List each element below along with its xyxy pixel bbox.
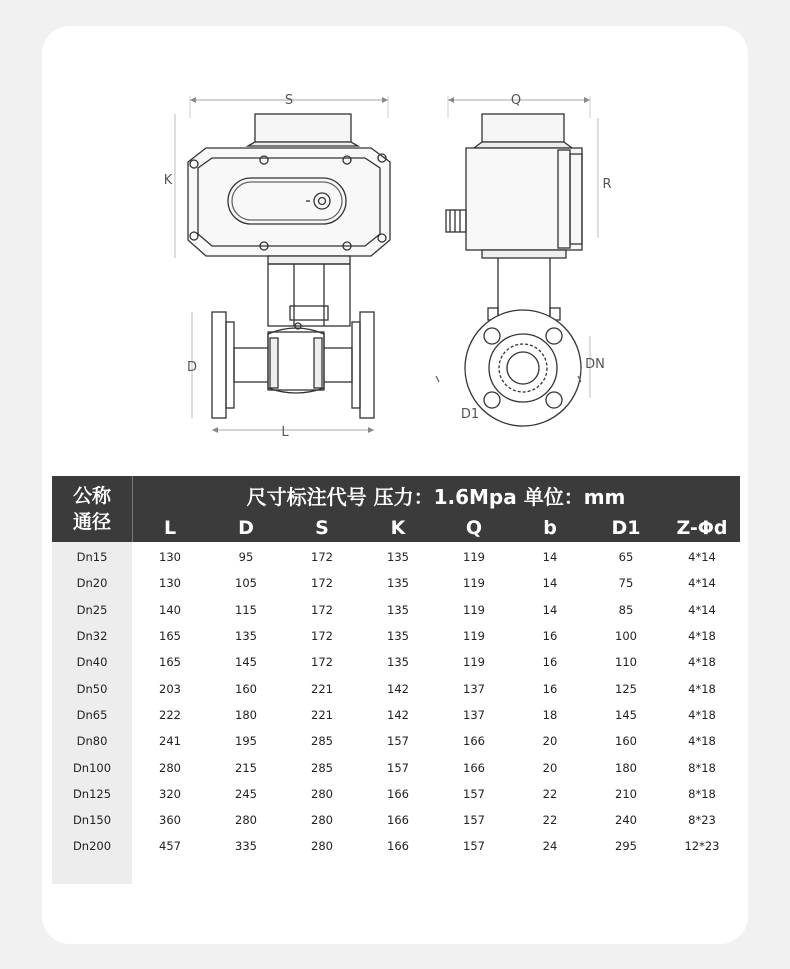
- spec-table: [52, 476, 740, 860]
- value-cell: 280: [311, 786, 333, 801]
- table-row: [52, 544, 740, 570]
- table-row: [52, 570, 740, 596]
- valve-drawing-svg: [42, 26, 748, 476]
- value-cell: 135: [387, 550, 409, 565]
- value-cell: 240: [615, 813, 637, 828]
- row-values: [132, 761, 740, 775]
- row-values: [132, 839, 740, 853]
- nominal-diameter-cell: Dn20: [76, 576, 108, 591]
- value-cell: 135: [387, 655, 409, 670]
- value-cell: 125: [615, 681, 637, 696]
- row-values: [132, 629, 740, 643]
- nominal-diameter-cell: Dn15: [76, 550, 108, 565]
- value-cell: 115: [235, 602, 257, 617]
- row-values: [132, 734, 740, 748]
- value-cell: 135: [235, 629, 257, 644]
- value-cell: 285: [311, 760, 333, 775]
- nominal-diameter-cell: Dn25: [76, 602, 108, 617]
- value-cell: 119: [463, 550, 485, 565]
- dim-label-k: K: [163, 173, 173, 188]
- dim-label-l: L: [281, 425, 289, 440]
- value-cell: 166: [463, 760, 485, 775]
- row-values: [132, 682, 740, 696]
- value-cell: 85: [618, 602, 634, 617]
- value-cell: 280: [311, 839, 333, 854]
- row-values: [132, 813, 740, 827]
- table-row: [52, 833, 740, 859]
- value-cell: 280: [311, 813, 333, 828]
- value-cell: 65: [618, 550, 634, 565]
- table-rows: [52, 544, 740, 860]
- value-cell: 119: [463, 576, 485, 591]
- value-cell: 145: [615, 707, 637, 722]
- value-cell: 130: [159, 576, 181, 591]
- value-cell: 105: [235, 576, 257, 591]
- value-cell: 166: [387, 813, 409, 828]
- value-cell: 285: [311, 734, 333, 749]
- dim-label-dn: DN: [585, 357, 605, 372]
- value-cell: 172: [311, 602, 333, 617]
- value-cell: 135: [387, 602, 409, 617]
- spec-card: [42, 26, 748, 944]
- table-row: [52, 649, 740, 675]
- table-row: [52, 597, 740, 623]
- value-cell: 157: [463, 813, 485, 828]
- value-cell: 160: [235, 681, 257, 696]
- value-cell: 95: [238, 550, 254, 565]
- value-cell: 18: [542, 707, 558, 722]
- table-row: [52, 702, 740, 728]
- value-cell: 245: [235, 786, 257, 801]
- nominal-diameter-cell: Dn200: [72, 839, 112, 854]
- column-header-d: D: [238, 517, 254, 539]
- value-cell: 140: [159, 602, 181, 617]
- value-cell: 157: [387, 760, 409, 775]
- table-body: [52, 542, 740, 860]
- value-cell: 4*18: [688, 681, 716, 696]
- side-view: [436, 96, 598, 426]
- dim-label-d1: D1: [460, 407, 480, 422]
- value-cell: 119: [463, 655, 485, 670]
- value-cell: 20: [542, 760, 558, 775]
- value-cell: 22: [542, 786, 558, 801]
- value-cell: 4*18: [688, 629, 716, 644]
- value-cell: 165: [159, 655, 181, 670]
- value-cell: 222: [159, 707, 181, 722]
- value-cell: 22: [542, 813, 558, 828]
- nominal-diameter-cell: Dn32: [76, 629, 108, 644]
- value-cell: 4*18: [688, 655, 716, 670]
- value-cell: 360: [159, 813, 181, 828]
- column-header-d1: D1: [611, 517, 641, 539]
- value-cell: 4*14: [688, 602, 716, 617]
- valve-technical-drawing: [42, 26, 748, 476]
- column-header-q: Q: [465, 517, 483, 539]
- nominal-diameter-header-line2: 通径: [72, 511, 111, 533]
- value-cell: 172: [311, 550, 333, 565]
- row-values: [132, 550, 740, 564]
- row-values: [132, 708, 740, 722]
- nominal-diameter-header-line1: 公称: [72, 485, 111, 507]
- value-cell: 172: [311, 629, 333, 644]
- value-cell: 241: [159, 734, 181, 749]
- value-cell: 119: [463, 629, 485, 644]
- column-header-z-phi-d: Z-Φd: [676, 517, 728, 539]
- value-cell: 142: [387, 681, 409, 696]
- row-values: [132, 603, 740, 617]
- value-cell: 75: [618, 576, 634, 591]
- nominal-diameter-header: [52, 476, 133, 542]
- row-values: [132, 576, 740, 590]
- dim-label-d: D: [186, 360, 198, 375]
- table-row: [52, 781, 740, 807]
- value-cell: 210: [615, 786, 637, 801]
- value-cell: 166: [463, 734, 485, 749]
- dim-label-s: S: [284, 93, 294, 108]
- dim-label-r: R: [602, 177, 612, 192]
- value-cell: 14: [542, 576, 558, 591]
- nominal-diameter-cell: Dn40: [76, 655, 108, 670]
- nominal-diameter-cell: Dn50: [76, 681, 108, 696]
- value-cell: 180: [615, 760, 637, 775]
- column-headers: [132, 514, 740, 542]
- value-cell: 14: [542, 550, 558, 565]
- row-values: [132, 787, 740, 801]
- table-row: [52, 807, 740, 833]
- value-cell: 4*18: [688, 734, 716, 749]
- value-cell: 221: [311, 681, 333, 696]
- value-cell: 16: [542, 655, 558, 670]
- column-header-b: b: [543, 517, 557, 539]
- value-cell: 157: [463, 839, 485, 854]
- value-cell: 145: [235, 655, 257, 670]
- nominal-diameter-cell: Dn100: [72, 760, 112, 775]
- column-header-s: S: [315, 517, 329, 539]
- value-cell: 110: [615, 655, 637, 670]
- value-cell: 280: [159, 760, 181, 775]
- value-cell: 195: [235, 734, 257, 749]
- value-cell: 135: [387, 576, 409, 591]
- value-cell: 24: [542, 839, 558, 854]
- value-cell: 12*23: [684, 839, 720, 854]
- value-cell: 221: [311, 707, 333, 722]
- value-cell: 165: [159, 629, 181, 644]
- value-cell: 215: [235, 760, 257, 775]
- value-cell: 180: [235, 707, 257, 722]
- value-cell: 157: [463, 786, 485, 801]
- value-cell: 16: [542, 681, 558, 696]
- value-cell: 4*14: [688, 550, 716, 565]
- value-cell: 4*18: [688, 707, 716, 722]
- value-cell: 457: [159, 839, 181, 854]
- nominal-diameter-cell: Dn65: [76, 707, 108, 722]
- value-cell: 172: [311, 655, 333, 670]
- table-header: [52, 476, 740, 542]
- value-cell: 20: [542, 734, 558, 749]
- column-header-k: K: [390, 517, 406, 539]
- value-cell: 8*18: [688, 760, 716, 775]
- value-cell: 119: [463, 602, 485, 617]
- value-cell: 295: [615, 839, 637, 854]
- value-cell: 320: [159, 786, 181, 801]
- value-cell: 172: [311, 576, 333, 591]
- value-cell: 8*23: [688, 813, 716, 828]
- value-cell: 130: [159, 550, 181, 565]
- nominal-diameter-cell: Dn125: [72, 786, 112, 801]
- value-cell: 142: [387, 707, 409, 722]
- value-cell: 160: [615, 734, 637, 749]
- table-row: [52, 675, 740, 701]
- value-cell: 14: [542, 602, 558, 617]
- row-values: [132, 655, 740, 669]
- value-cell: 8*18: [688, 786, 716, 801]
- value-cell: 135: [387, 629, 409, 644]
- value-cell: 335: [235, 839, 257, 854]
- table-row: [52, 754, 740, 780]
- table-row: [52, 728, 740, 754]
- value-cell: 16: [542, 629, 558, 644]
- value-cell: 280: [235, 813, 257, 828]
- value-cell: 137: [463, 707, 485, 722]
- value-cell: 137: [463, 681, 485, 696]
- table-title: 尺寸标注代号 压力：1.6Mpa 单位：mm: [246, 484, 626, 509]
- dim-label-q: Q: [510, 93, 522, 108]
- front-view: [175, 96, 390, 433]
- value-cell: 100: [615, 629, 637, 644]
- value-cell: 157: [387, 734, 409, 749]
- value-cell: 203: [159, 681, 181, 696]
- value-cell: 4*14: [688, 576, 716, 591]
- column-header-l: L: [163, 517, 177, 539]
- value-cell: 166: [387, 839, 409, 854]
- table-row: [52, 623, 740, 649]
- nominal-diameter-cell: Dn80: [76, 734, 108, 749]
- value-cell: 166: [387, 786, 409, 801]
- nominal-diameter-cell: Dn150: [72, 813, 112, 828]
